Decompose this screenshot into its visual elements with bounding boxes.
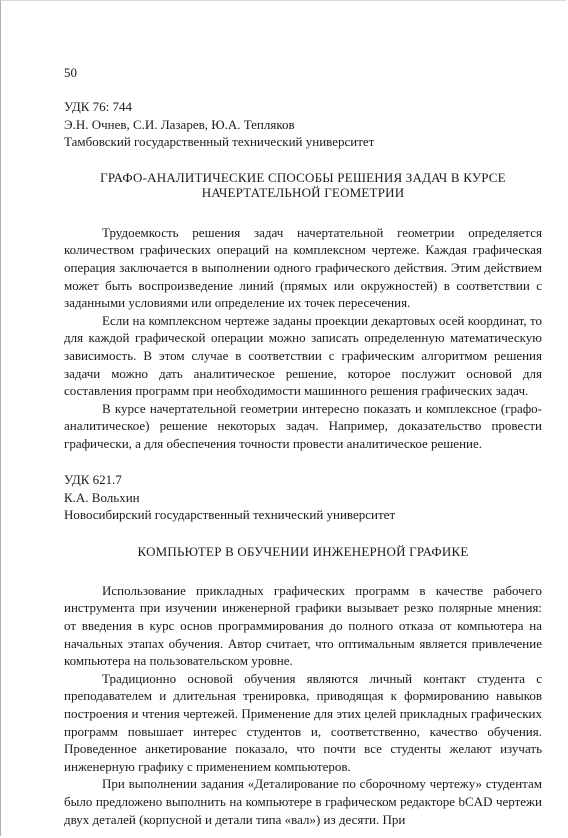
article-title-line: ГРАФО-АНАЛИТИЧЕСКИЕ СПОСОБЫ РЕШЕНИЯ ЗАДАЧ В КУРСЕ: [100, 169, 506, 185]
article-title: [64, 544, 542, 559]
article-ochnev: [64, 98, 542, 453]
article-title-line: КОМПЬЮТЕР В ОБУЧЕНИИ ИНЖЕНЕРНОЙ ГРАФИКЕ: [137, 543, 469, 559]
affiliation: Новосибирский государственный технический университет: [64, 507, 396, 523]
paragraph: Трудоемкость решения задач начертательной геометрии определяется количеством графических операций на комплексном чертеже. Каждая графическая операция заключается в выполнении одного графического действия. Этим действием может быть воспроизведение линий (прямых или окружностей) в соответствии с заданными условиями или определение их точек пересечения.: [64, 224, 542, 311]
authors: Э.Н. Очнев, С.И. Лазарев, Ю.А. Тепляков: [64, 116, 295, 132]
udk-code: УДК 76: 744: [64, 99, 133, 114]
authors: К.А. Вольхин: [64, 489, 140, 505]
page-number: 50: [64, 65, 77, 80]
paragraph: Использование прикладных графических программ в качестве рабочего инструмента при изучении инженерной графики вызывает резко полярные мнения: от введения в курс основ программирования до полного отказа от компьютера на начальных этапах обучения. Автор считает, что оптимальным является привлечение компьютера на пользовательском уровне.: [64, 582, 542, 669]
paragraph: В курсе начертательной геометрии интересно показать и комплексное (графо-аналитическое) решение некоторых задач. Например, доказательство провести графически, а для обеспечения точности провести аналитическое решение.: [64, 400, 542, 451]
udk-code: УДК 621.7: [64, 472, 122, 487]
article-volkhin: [64, 471, 542, 828]
paragraph: Традиционно основой обучения являются личный контакт студента с преподавателем и длительная тренировка, приводящая к формированию навыков построения и чтения чертежей. Применение для этих целей прикладных графических программ повышает интерес студентов и, соответственно, качество обучения. Проведенное анкетирование показало, что почти все студенты желают изучать инженерную графику с применением компьютеров.: [64, 670, 542, 774]
article-title-line: НАЧЕРТАТЕЛЬНОЙ ГЕОМЕТРИИ: [201, 184, 405, 200]
affiliation: Тамбовский государственный технический университет: [64, 134, 375, 150]
article-body: [64, 224, 542, 453]
paragraph: Если на комплексном чертеже заданы проекции декартовых осей координат, то для каждой графической операции можно записать определенную математическую зависимость. В этом случае в соответствии с графическим алгоритмом решения задачи можно дать аналитическое решение, которое послужит основой для составления программ при необходимости машинного решения графических задач.: [64, 312, 542, 399]
article-body: [64, 582, 542, 828]
paragraph: При выполнении задания «Деталирование по сборочному чертежу» студентам было предложено выполнить на компьютере в графическом редакторе bCAD чертежи двух деталей (корпусной и детали типа «вал») из десяти. При: [64, 776, 542, 827]
article-title: [64, 170, 542, 200]
